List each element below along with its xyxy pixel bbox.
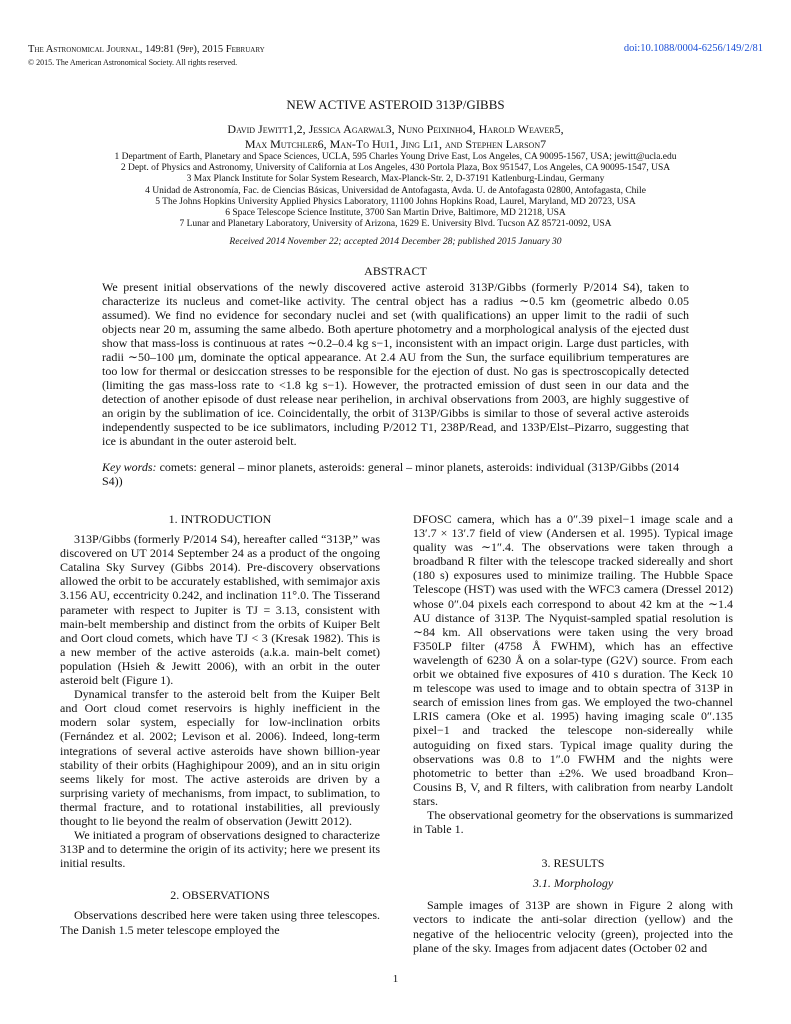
observations-geometry: The observational geometry for the observations is summarized in Table 1. xyxy=(413,807,733,837)
paper-title: NEW ACTIVE ASTEROID 313P/GIBBS xyxy=(286,97,505,112)
section-3-1-heading: 3.1. Morphology xyxy=(532,876,614,891)
keywords-label: Key words: xyxy=(102,460,157,474)
affiliation-4: 4 Unidad de Astronomía, Fac. de Ciencias Básicas, Universidad de Antofagasta, Avda. U. de Antofagasta 02800, Antofagasta, Chile xyxy=(145,185,646,196)
right-column xyxy=(413,512,733,955)
abstract-text: We present initial observations of the newly discovered active asteroid 313P/Gibbs (formerly P/2014 S4), taken to characterize its nucleus and comet-like activity. The central object has a radius ∼0.5 km (geometric albedo 0.05 assumed). We find no evidence for secondary nuclei and set (with qualifications) an upper limit to the radii of such objects near 20 m, assuming the same albedo. Both aperture photometry and a morphological analysis of the ejected dust show that mass-loss is continuous at rates ∼0.2–0.4 kg s−1, inconsistent with an impact origin. Large dust particles, with radii ∼50–100 μm, dominate the optical appearance. At 2.4 AU from the Sun, the surface equilibrium temperatures are too low for thermal or desiccation stresses to be responsible for the ejection of dust. No gas is spectroscopically detected (limiting the gas mass-loss rate to <1.8 kg s−1). However, the protracted emission of dust seen in our data and the detection of another episode of dust release near perihelion, in archival observations from 2003, are highly suggestive of an origin by the sublimation of ice. Coincidentally, the orbit of 313P/Gibbs is similar to those of several active asteroids independently suspected to be ice sublimators, including P/2012 T1, 238P/Read, and 133P/Elst–Pizarro, suggesting that ice is abundant in the outer asteroid belt. xyxy=(102,280,689,448)
section-2-paragraph-1: Observations described here were taken using three telescopes. The Danish 1.5 meter telescope employed the xyxy=(60,908,380,937)
page-number: 1 xyxy=(392,973,399,985)
authors-line-1: David Jewitt1,2, Jessica Agarwal3, Nuno Peixinho4, Harold Weaver5, xyxy=(227,122,564,136)
journal-header: The Astronomical Journal, 149:81 (9pp), 2015 February xyxy=(28,44,265,55)
affiliation-7: 7 Lunar and Planetary Laboratory, University of Arizona, 1629 E. University Blvd. Tucson AZ 85721-0092, USA xyxy=(179,219,612,230)
copyright-notice: © 2015. The American Astronomical Society. All rights reserved. xyxy=(28,58,238,67)
affiliation-1: 1 Department of Earth, Planetary and Space Sciences, UCLA, 595 Charles Young Drive East, Los Angeles, CA 90095-1567, USA; jewitt@ucla.edu xyxy=(114,152,677,162)
received-dates: Received 2014 November 22; accepted 2014 December 28; published 2015 January 30 xyxy=(229,237,562,247)
section-1-paragraph-3: We initiated a program of observations designed to characterize 313P and to determine the origin of its activity; here we present its initial results. xyxy=(60,828,380,871)
affiliation-6: 6 Space Telescope Science Institute, 3700 San Martin Drive, Baltimore, MD 21218, USA xyxy=(225,208,566,219)
affiliations xyxy=(60,152,731,230)
doi-link[interactable]: doi:10.1088/0004-6256/149/2/81 xyxy=(623,43,763,54)
affiliation-5: 5 The Johns Hopkins University Applied Physics Laboratory, 11100 Johns Hopkins Road, Laurel, Maryland, MD 20723, USA xyxy=(155,196,636,207)
section-1-heading: 1. INTRODUCTION xyxy=(168,512,272,526)
affiliation-3: 3 Max Planck Institute for Solar System Research, Max-Planck-Str. 2, D-37191 Katlenburg-Lindau, Germany xyxy=(186,174,605,185)
authors-line-2: Max Mutchler6, Man-To Hui1, Jing Li1, and Stephen Larson7 xyxy=(244,137,547,151)
observations-continued: DFOSC camera, which has a 0″.39 pixel−1 image scale and a 13′.7 × 13′.7 field of view (Andersen et al. 1995). Typical image quality was ∼1″.4. The observations were taken through a broadband R filter with the telescope tracked sidereally and short (180 s) exposures used to minimize trailing. The Hubble Space Telescope (HST) was used with the WFC3 camera (Dressel 2012) whose 0″.04 pixels each correspond to about 42 km at the ∼1.4 AU distance of 313P. The Nyquist-sampled spatial resolution is ∼84 km. All observations were taken using the very broad F350LP filter (4758 Å FWHM), which has an effective wavelength of 6230 Å on a solar-type (G2V) source. From each orbit we obtained five exposures of 410 s duration. The Keck 10 m telescope was used to image and to obtain spectra of 313P in search of emission lines from gas. We employed the two-channel LRIS camera (Oke et al. 1995) having imaging scale 0″.135 pixel−1 and tracked the telescope non-sidereally while autoguiding on fixed stars. Typical image quality during the observations was 0.8 to 1″.0 FWHM and the nights were photometric to better than ±2%. We used broadband Kron–Cousins B, V, and R filters, with calibration from nearby Landolt stars. xyxy=(413,512,733,808)
keywords-text: comets: general – minor planets, asteroids: general – minor planets, asteroids: individual (313P/Gibbs (2014 S4)) xyxy=(102,460,680,488)
section-3-heading: 3. RESULTS xyxy=(541,856,605,871)
section-3-1-paragraph-1: Sample images of 313P are shown in Figure 2 along with vectors to indicate the anti-solar direction (yellow) and the negative of the heliocentric velocity (green), projected into the plane of the sky. Images from adjacent dates (October 02 and xyxy=(413,898,733,955)
section-2-heading: 2. OBSERVATIONS xyxy=(170,888,270,903)
abstract-heading: ABSTRACT xyxy=(364,264,427,278)
left-column xyxy=(60,512,380,937)
affiliation-2: 2 Dept. of Physics and Astronomy, University of California at Los Angeles, 430 Portola Plaza, Box 951547, Los Angeles, CA 90095-1547, USA xyxy=(120,163,671,174)
keywords xyxy=(102,460,689,488)
section-1-paragraph-1: 313P/Gibbs (formerly P/2014 S4), hereafter called “313P,” was discovered on UT 2014 September 24 as a product of the ongoing Catalina Sky Survey (Gibbs 2014). Pre-discovery observations allowed the orbit to be accurately established, with semimajor axis 3.156 AU, eccentricity 0.242, and inclination 11°.0. The Tisserand parameter with respect to Jupiter is TJ = 3.13, consistent with main-belt membership and distinct from the orbits of Kuiper Belt and Oort cloud comets, which have TJ < 3 (Kresak 1982). This is a new member of the active asteroids (a.k.a. main-belt comet) population (Hsieh & Jewitt 2006), with an orbit in the outer asteroid belt (Figure 1). xyxy=(60,532,380,688)
section-1-paragraph-2: Dynamical transfer to the asteroid belt from the Kuiper Belt and Oort cloud comet reservoirs is highly inefficient in the modern solar system, especially for low-inclination orbits (Fernández et al. 2002; Levison et al. 2006). Indeed, long-term integrations of several active asteroids have shown billion-year stability of their orbits (Haghighipour 2009), and an in situ origin seems likely for most. The active asteroids are driven by a surprising variety of mechanisms, from impact, to sublimation, to thermal fracture, and to rotational instabilities, all previously thought to lie beyond the realm of observation (Jewitt 2012). xyxy=(60,687,380,828)
author-list xyxy=(60,122,731,152)
